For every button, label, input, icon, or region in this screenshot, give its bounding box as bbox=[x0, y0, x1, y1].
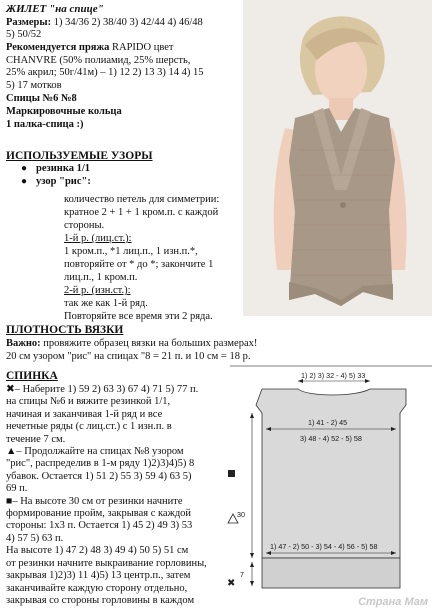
yarn-line2: CHANVRE (50% полиамид, 25% шерсть, bbox=[6, 55, 191, 66]
needles: Спицы №6 №8 bbox=[6, 93, 77, 104]
bullet-icon: ● bbox=[21, 176, 28, 187]
sizes bbox=[6, 17, 203, 29]
back-text bbox=[6, 384, 228, 607]
back-line: на спицы №6 и вяжите резинкой 1/1, bbox=[6, 396, 171, 408]
back-line: течение 7 см. bbox=[6, 433, 66, 445]
back-line: На высоте 1) 47 2) 48 3) 49 4) 50 5) 51 см bbox=[6, 545, 189, 557]
repeat-line: Повторяйте все время эти 2 ряда. bbox=[64, 311, 213, 322]
rib-pattern: резинка 1/1 bbox=[36, 163, 91, 174]
rice-pattern: узор "рис": bbox=[36, 176, 91, 187]
yarn-line1: RAPIDO цвет bbox=[109, 42, 174, 53]
markers: Маркировочные кольца bbox=[6, 106, 122, 117]
patterns-heading: ИСПОЛЬЗУЕМЫЕ УЗОРЫ bbox=[6, 150, 153, 162]
sizes-label: Размеры: bbox=[6, 17, 52, 28]
back-line: закрывая со стороны горловины в каждом bbox=[6, 594, 195, 606]
yarn bbox=[6, 42, 173, 54]
back-line: убавок. Остается 1) 51 2) 55 3) 59 4) 63 5) bbox=[6, 470, 192, 482]
back-line: стороны: 1х3 п. Остается 1) 45 2) 49 3) 53 bbox=[6, 520, 193, 532]
back-line: формирование пройм, закрывая с каждой bbox=[6, 508, 192, 520]
yarn-line3: 25% акрил; 50г/41м) – 1) 12 2) 13 3) 14 4) 15 bbox=[6, 67, 204, 78]
rib-measure: 7 bbox=[240, 570, 244, 579]
row1-line-2: повторяйте от * до *; закончите 1 bbox=[64, 259, 214, 270]
important-label: Важно: bbox=[6, 338, 41, 349]
back-line: ▲– Продолжайте на спицах №8 узором bbox=[6, 446, 184, 458]
back-heading: СПИНКА bbox=[6, 370, 58, 382]
bullet-icon: ● bbox=[21, 163, 28, 174]
row2-line: так же как 1-й ряд. bbox=[64, 298, 148, 309]
back-line: "рис", распределив в 1-м ряду 1)2)3)4)5) 8 bbox=[6, 458, 195, 470]
schematic-diagram bbox=[227, 365, 432, 610]
cross-marker-icon: ✖ bbox=[227, 578, 236, 589]
side-measure: 30 bbox=[237, 510, 245, 519]
rice-line-1: количество петель для симметрии: bbox=[64, 194, 220, 205]
extra-needle: 1 палка-спица :) bbox=[6, 119, 84, 130]
back-line: ✖– Наберите 1) 59 2) 63 3) 67 4) 71 5) 77 п. bbox=[6, 384, 199, 395]
top-measure: 1) 2) 3) 32 - 4) 5) 33 bbox=[301, 371, 366, 380]
row1-label: 1-й р. (лиц.ст.): bbox=[64, 233, 132, 244]
mid-measure-1: 1) 41 - 2) 45 bbox=[308, 418, 348, 427]
mid-measure-2: 3) 48 - 4) 52 - 5) 58 bbox=[300, 434, 362, 443]
vest-photo-illustration bbox=[243, 0, 432, 316]
row1-line-3: лиц.п., 1 кром.п. bbox=[64, 272, 138, 283]
back-line: заканчивайте каждую сторону отдельно, bbox=[6, 582, 188, 594]
important-text: провяжите образец вязки на больших размерах! bbox=[40, 338, 258, 349]
rice-line-3: стороны. bbox=[64, 220, 105, 231]
rice-line-2: кратное 2 + 1 + 1 кром.п. с каждой bbox=[64, 207, 219, 218]
gauge-line: 20 см узором "рис" на спицах "8 = 21 п. и 10 см = 18 р. bbox=[6, 351, 251, 362]
yarn-label: Рекомендуется пряжа bbox=[6, 42, 110, 53]
square-marker-icon bbox=[228, 470, 235, 477]
back-piece-shape bbox=[256, 389, 406, 558]
title: ЖИЛЕТ "на спице" bbox=[6, 3, 104, 15]
gauge-important bbox=[6, 338, 257, 350]
yarn-line4: 5) 17 мотков bbox=[6, 80, 62, 91]
back-line: закрывая 1)2)3) 11 4)5) 13 центр.п., затем bbox=[6, 570, 191, 582]
row2-label: 2-й р. (изн.ст.): bbox=[64, 285, 131, 296]
back-line: ■– На высоте 30 см от резинки начните bbox=[6, 495, 183, 507]
back-line: 69 п. bbox=[6, 483, 28, 495]
bottom-measure: 1) 47 - 2) 50 - 3) 54 - 4) 56 - 5) 58 bbox=[270, 542, 378, 551]
back-line: нечетные ряды (с лиц.ст.) с 1 изн.п. в bbox=[6, 421, 172, 433]
row1-line-1: 1 кром.п., *1 лиц.п., 1 изн.п.*, bbox=[64, 246, 198, 257]
model-photo bbox=[243, 0, 432, 316]
sizes-line1: 1) 34/36 2) 38/40 3) 42/44 4) 46/48 bbox=[51, 17, 203, 28]
site-watermark: Страна Мам bbox=[358, 596, 428, 608]
rib-band-shape bbox=[262, 558, 400, 588]
gauge-heading: ПЛОТНОСТЬ ВЯЗКИ bbox=[6, 324, 124, 336]
back-line: начиная и заканчивая 1-й ряд и все bbox=[6, 408, 163, 420]
back-schematic bbox=[227, 365, 432, 610]
back-line: 4) 57 5) 63 п. bbox=[6, 532, 64, 544]
back-line: от резинки начните выкраивание горловины, bbox=[6, 557, 207, 569]
sizes-line2: 5) 50/52 bbox=[6, 29, 42, 40]
